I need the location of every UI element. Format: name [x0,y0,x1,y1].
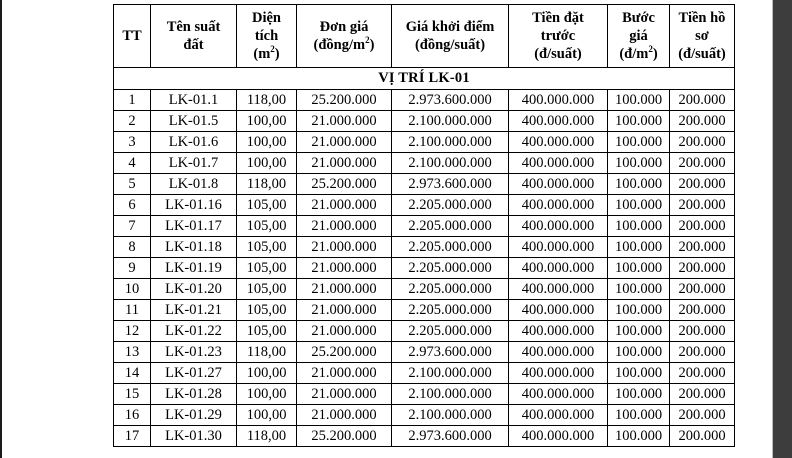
cell-unit-price: 21.000.000 [297,321,392,342]
cell-tt: 17 [114,426,151,447]
table-row [114,279,735,300]
cell-deposit: 400.000.000 [509,300,608,321]
header-area: Diện tích $(m^2)$ [237,5,297,68]
cell-starting-price: 2.100.000.000 [392,132,509,153]
cell-lot-name: LK-01.19 [151,258,237,279]
cell-area: 118,00 [237,426,297,447]
table-row [114,363,735,384]
cell-tt: 14 [114,363,151,384]
table-row [114,300,735,321]
section-row [114,68,735,90]
cell-price-step: 100.000 [608,405,670,426]
cell-dossier-fee: 200.000 [670,279,735,300]
cell-deposit: 400.000.000 [509,195,608,216]
cell-deposit: 400.000.000 [509,111,608,132]
cell-tt: 11 [114,300,151,321]
cell-unit-price: 21.000.000 [297,216,392,237]
table-row [114,426,735,447]
cell-lot-name: LK-01.23 [151,342,237,363]
table-row [114,342,735,363]
cell-starting-price: 2.100.000.000 [392,153,509,174]
table-row [114,174,735,195]
cell-deposit: 400.000.000 [509,90,608,111]
table-row [114,216,735,237]
cell-area: 100,00 [237,111,297,132]
cell-area: 118,00 [237,342,297,363]
cell-price-step: 100.000 [608,216,670,237]
cell-unit-price: 21.000.000 [297,195,392,216]
cell-price-step: 100.000 [608,258,670,279]
cell-starting-price: 2.973.600.000 [392,426,509,447]
section-title: VỊ TRÍ LK-01 [114,68,735,90]
cell-area: 100,00 [237,405,297,426]
cell-unit-price: 21.000.000 [297,237,392,258]
cell-tt: 3 [114,132,151,153]
cell-unit-price: 25.200.000 [297,174,392,195]
cell-price-step: 100.000 [608,300,670,321]
header-tt: TT [114,5,151,68]
cell-area: 105,00 [237,237,297,258]
cell-lot-name: LK-01.17 [151,216,237,237]
cell-area: 105,00 [237,300,297,321]
cell-price-step: 100.000 [608,174,670,195]
cell-starting-price: 2.205.000.000 [392,195,509,216]
cell-price-step: 100.000 [608,195,670,216]
cell-starting-price: 2.205.000.000 [392,300,509,321]
cell-area: 100,00 [237,153,297,174]
cell-tt: 10 [114,279,151,300]
cell-deposit: 400.000.000 [509,405,608,426]
cell-unit-price: 21.000.000 [297,132,392,153]
cell-starting-price: 2.205.000.000 [392,321,509,342]
cell-deposit: 400.000.000 [509,237,608,258]
cell-dossier-fee: 200.000 [670,195,735,216]
cell-starting-price: 2.973.600.000 [392,174,509,195]
cell-unit-price: 21.000.000 [297,300,392,321]
cell-tt: 5 [114,174,151,195]
cell-dossier-fee: 200.000 [670,405,735,426]
cell-unit-price: 21.000.000 [297,111,392,132]
cell-dossier-fee: 200.000 [670,300,735,321]
table-row [114,111,735,132]
cell-starting-price: 2.205.000.000 [392,216,509,237]
cell-dossier-fee: 200.000 [670,426,735,447]
table-row [114,132,735,153]
cell-tt: 4 [114,153,151,174]
cell-deposit: 400.000.000 [509,384,608,405]
cell-area: 118,00 [237,90,297,111]
cell-price-step: 100.000 [608,90,670,111]
cell-unit-price: 25.200.000 [297,90,392,111]
cell-price-step: 100.000 [608,363,670,384]
cell-price-step: 100.000 [608,237,670,258]
header-unit-price: Đơn giá $(đồng/m^2)$ [297,5,392,68]
table-row [114,321,735,342]
cell-lot-name: LK-01.5 [151,111,237,132]
cell-area: 105,00 [237,321,297,342]
cell-tt: 7 [114,216,151,237]
cell-deposit: 400.000.000 [509,174,608,195]
cell-deposit: 400.000.000 [509,258,608,279]
cell-price-step: 100.000 [608,342,670,363]
cell-price-step: 100.000 [608,384,670,405]
cell-unit-price: 21.000.000 [297,384,392,405]
cell-dossier-fee: 200.000 [670,342,735,363]
cell-deposit: 400.000.000 [509,279,608,300]
cell-price-step: 100.000 [608,279,670,300]
cell-lot-name: LK-01.1 [151,90,237,111]
table-row [114,258,735,279]
table-row [114,384,735,405]
header-price-step: Bước giá $(đ/m^2)$ [608,5,670,68]
table-row [114,90,735,111]
cell-lot-name: LK-01.28 [151,384,237,405]
viewer-background-right [772,0,792,458]
cell-lot-name: LK-01.6 [151,132,237,153]
cell-tt: 12 [114,321,151,342]
cell-area: 100,00 [237,132,297,153]
cell-tt: 2 [114,111,151,132]
cell-dossier-fee: 200.000 [670,153,735,174]
table-row [114,237,735,258]
cell-unit-price: 21.000.000 [297,153,392,174]
header-deposit: Tiền đặt trước (đ/suất) [509,5,608,68]
cell-dossier-fee: 200.000 [670,258,735,279]
table-row [114,405,735,426]
cell-area: 105,00 [237,279,297,300]
cell-tt: 13 [114,342,151,363]
cell-deposit: 400.000.000 [509,342,608,363]
cell-tt: 9 [114,258,151,279]
cell-price-step: 100.000 [608,132,670,153]
table-row [114,195,735,216]
header-dossier-fee: Tiền hồ sơ (đ/suất) [670,5,735,68]
cell-starting-price: 2.973.600.000 [392,90,509,111]
cell-lot-name: LK-01.22 [151,321,237,342]
cell-price-step: 100.000 [608,321,670,342]
cell-deposit: 400.000.000 [509,363,608,384]
page-edge-right [772,0,773,458]
cell-starting-price: 2.100.000.000 [392,363,509,384]
cell-dossier-fee: 200.000 [670,174,735,195]
cell-lot-name: LK-01.30 [151,426,237,447]
cell-dossier-fee: 200.000 [670,90,735,111]
cell-dossier-fee: 200.000 [670,237,735,258]
cell-area: 105,00 [237,195,297,216]
cell-deposit: 400.000.000 [509,321,608,342]
cell-dossier-fee: 200.000 [670,111,735,132]
cell-price-step: 100.000 [608,426,670,447]
cell-price-step: 100.000 [608,111,670,132]
cell-area: 100,00 [237,363,297,384]
cell-deposit: 400.000.000 [509,426,608,447]
cell-dossier-fee: 200.000 [670,321,735,342]
cell-unit-price: 25.200.000 [297,426,392,447]
header-lot-name: Tên suất đất [151,5,237,68]
cell-area: 118,00 [237,174,297,195]
cell-lot-name: LK-01.29 [151,405,237,426]
cell-starting-price: 2.205.000.000 [392,279,509,300]
cell-area: 105,00 [237,258,297,279]
header-starting-price: Giá khởi điểm (đồng/suất) [392,5,509,68]
cell-starting-price: 2.205.000.000 [392,258,509,279]
cell-lot-name: LK-01.27 [151,363,237,384]
cell-lot-name: LK-01.16 [151,195,237,216]
cell-tt: 8 [114,237,151,258]
cell-lot-name: LK-01.20 [151,279,237,300]
cell-deposit: 400.000.000 [509,216,608,237]
cell-area: 105,00 [237,216,297,237]
cell-dossier-fee: 200.000 [670,384,735,405]
cell-starting-price: 2.973.600.000 [392,342,509,363]
cell-starting-price: 2.100.000.000 [392,111,509,132]
cell-unit-price: 21.000.000 [297,405,392,426]
cell-area: 100,00 [237,384,297,405]
cell-tt: 1 [114,90,151,111]
cell-tt: 6 [114,195,151,216]
cell-dossier-fee: 200.000 [670,216,735,237]
cell-unit-price: 21.000.000 [297,363,392,384]
cell-deposit: 400.000.000 [509,132,608,153]
cell-starting-price: 2.100.000.000 [392,384,509,405]
land-auction-table [113,4,735,447]
cell-dossier-fee: 200.000 [670,132,735,153]
cell-unit-price: 21.000.000 [297,279,392,300]
cell-price-step: 100.000 [608,153,670,174]
cell-deposit: 400.000.000 [509,153,608,174]
table-row [114,153,735,174]
cell-lot-name: LK-01.8 [151,174,237,195]
cell-lot-name: LK-01.21 [151,300,237,321]
cell-lot-name: LK-01.18 [151,237,237,258]
cell-dossier-fee: 200.000 [670,363,735,384]
cell-starting-price: 2.100.000.000 [392,405,509,426]
cell-starting-price: 2.205.000.000 [392,237,509,258]
page-edge-left [0,0,2,458]
cell-unit-price: 25.200.000 [297,342,392,363]
cell-tt: 16 [114,405,151,426]
cell-tt: 15 [114,384,151,405]
cell-lot-name: LK-01.7 [151,153,237,174]
header-row [114,5,735,68]
cell-unit-price: 21.000.000 [297,258,392,279]
